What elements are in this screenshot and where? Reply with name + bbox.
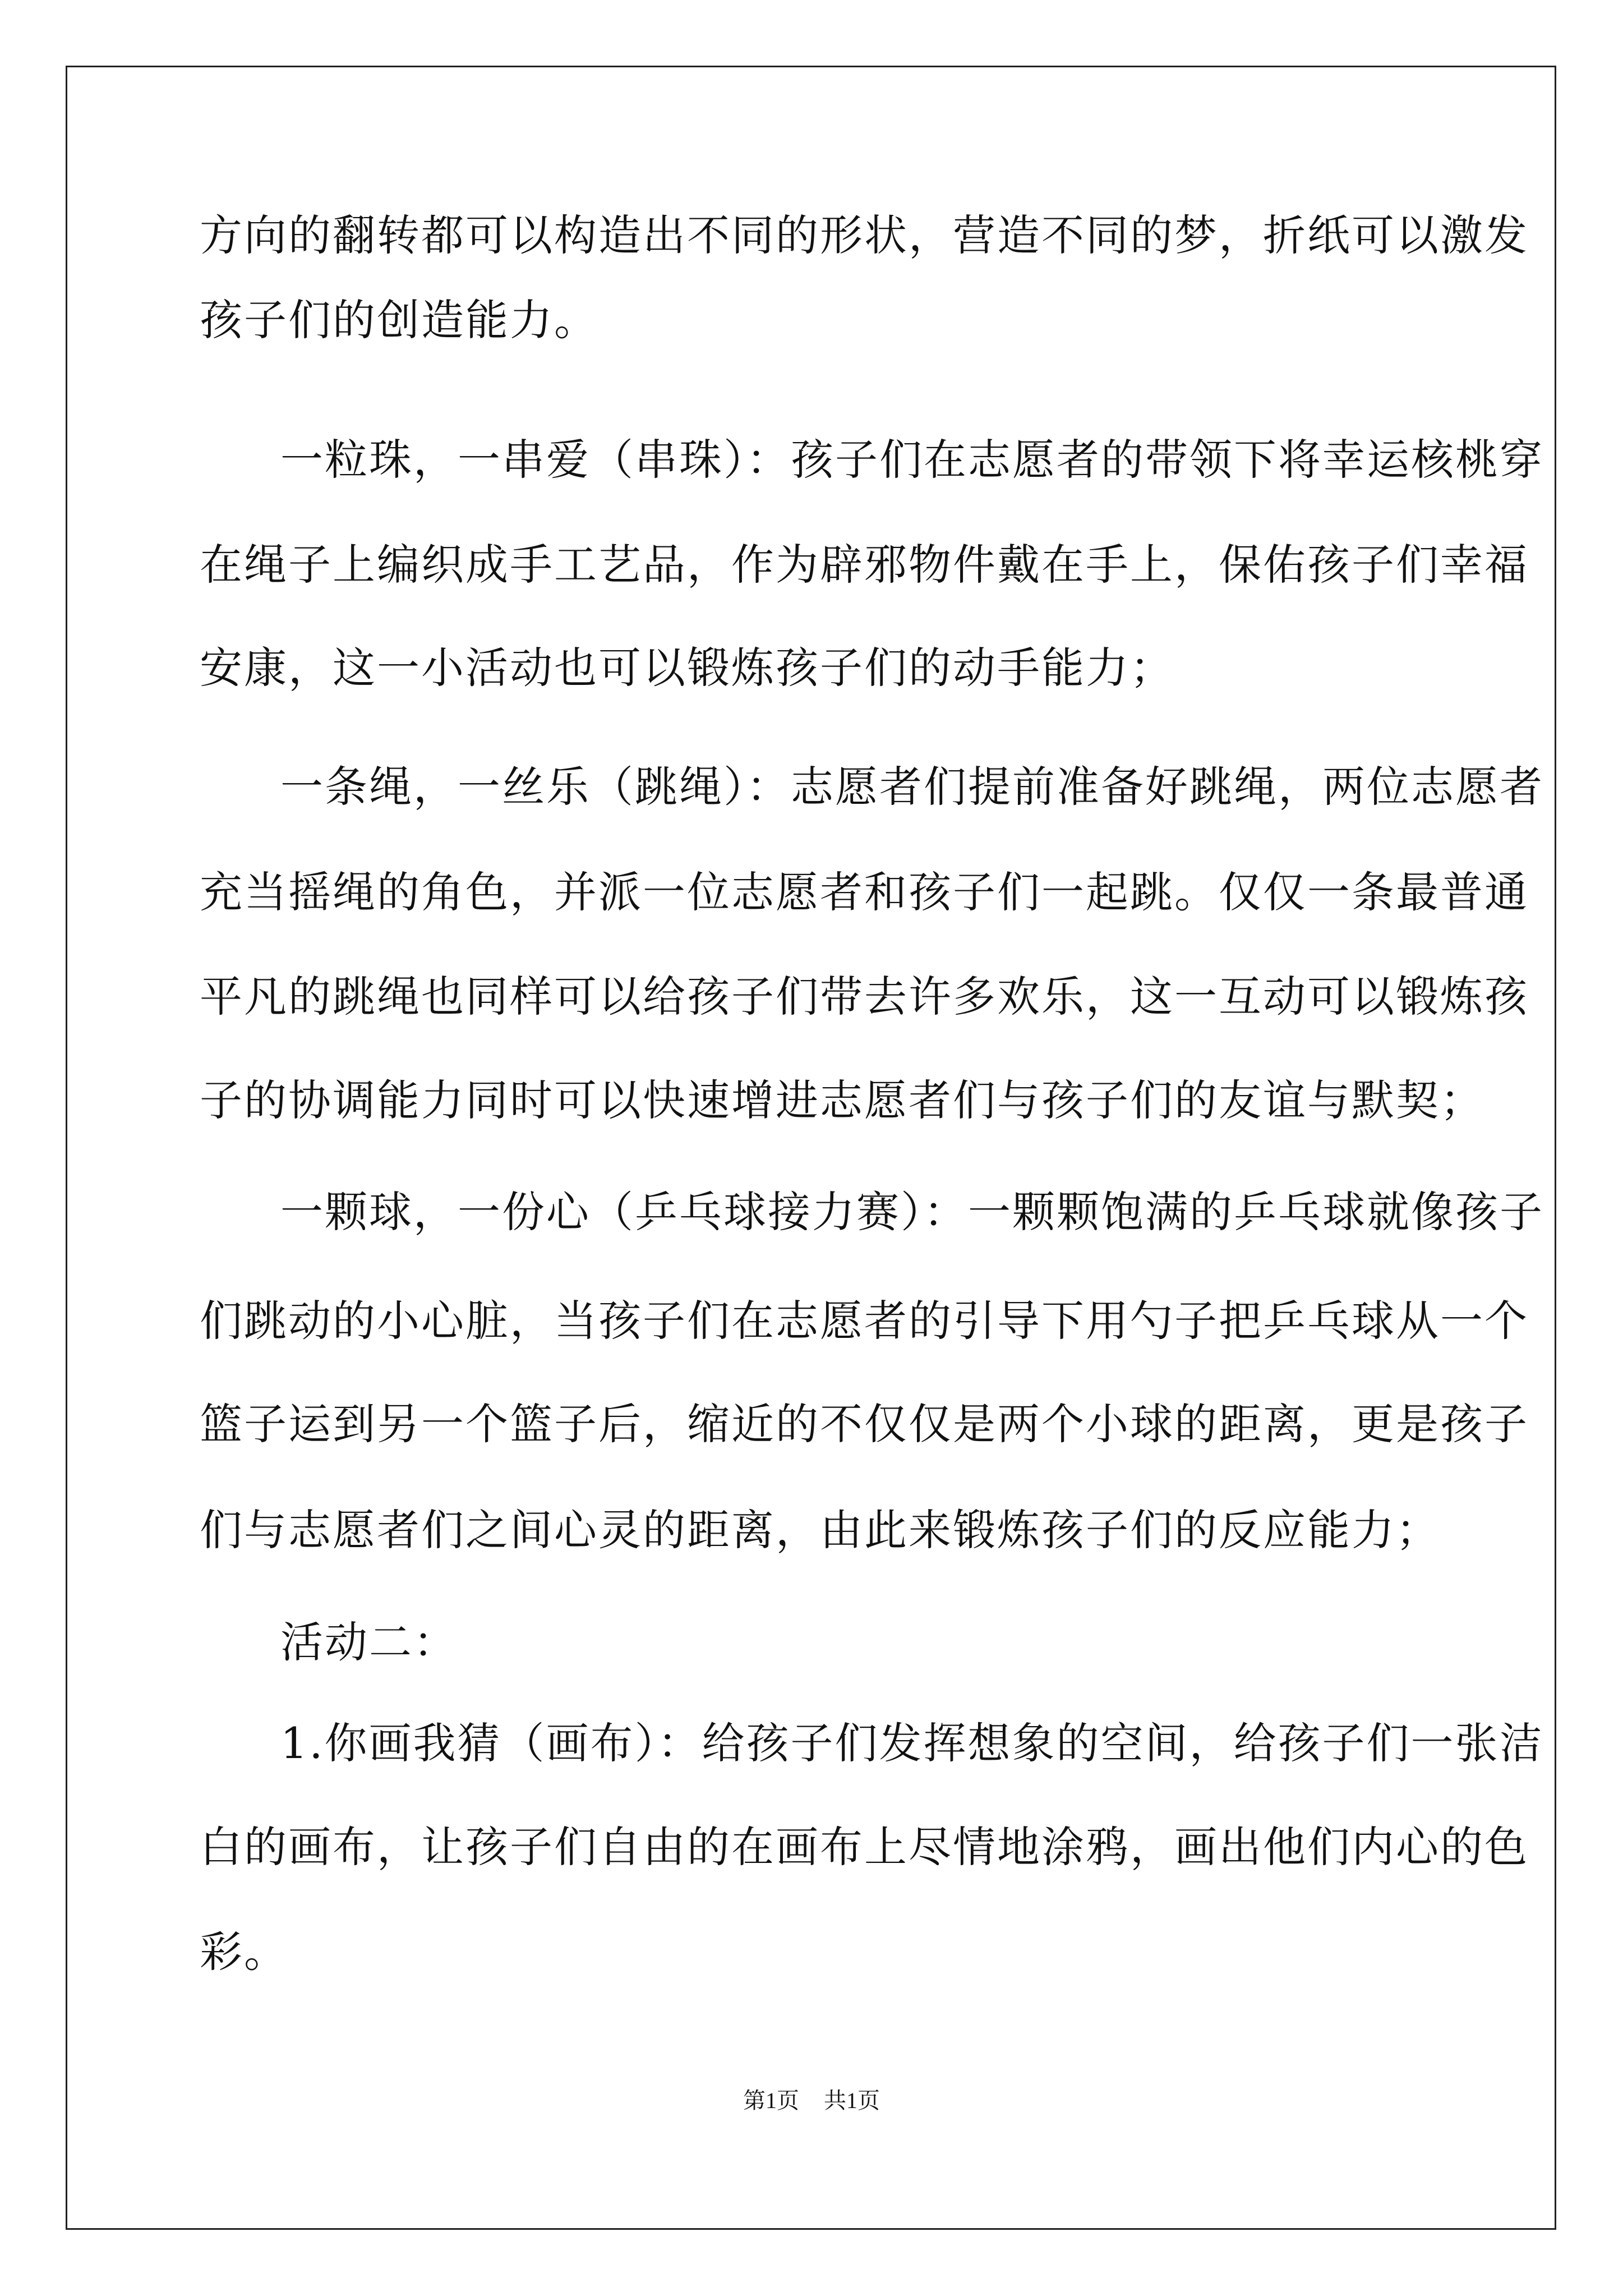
text-line: 孩子们的创造能力。 [200, 295, 598, 345]
paragraph-start-line: 一颗球，一份心（乒乓球接力赛）：一颗颗饱满的乒乓球就像孩子 [280, 1187, 1544, 1237]
section-heading: 活动二： [280, 1617, 458, 1667]
page-number-label: 第1页 [743, 2088, 799, 2113]
paragraph-start-line: 1.你画我猜（画布）：给孩子们发挥想象的空间，给孩子们一张洁 [280, 1718, 1544, 1768]
text-line: 安康，这一小活动也可以锻炼孩子们的动手能力； [200, 643, 1174, 693]
text-line: 子的协调能力同时可以快速增进志愿者们与孩子们的友谊与默契； [200, 1075, 1484, 1125]
text-line: 平凡的跳绳也同样可以给孩子们带去许多欢乐，这一互动可以锻炼孩 [200, 972, 1529, 1022]
paragraph-start-line: 一条绳，一丝乐（跳绳）：志愿者们提前准备好跳绳，两位志愿者 [280, 762, 1544, 812]
text-line: 们与志愿者们之间心灵的距离，由此来锻炼孩子们的反应能力； [200, 1505, 1440, 1555]
page-frame [66, 66, 1556, 2230]
text-line: 彩。 [200, 1927, 288, 1977]
text-line: 方向的翻转都可以构造出不同的形状，营造不同的梦，折纸可以激发 [200, 210, 1529, 260]
text-line: 们跳动的小心脏，当孩子们在志愿者的引导下用勺子把乒乓球从一个 [200, 1296, 1529, 1346]
page-total-label: 共1页 [824, 2088, 880, 2113]
text-line: 白的画布，让孩子们自由的在画布上尽情地涂鸦，画出他们内心的色 [200, 1822, 1529, 1872]
text-line: 充当摇绳的角色，并派一位志愿者和孩子们一起跳。仅仅一条最普通 [200, 867, 1529, 917]
text-line: 篮子运到另一个篮子后，缩近的不仅仅是两个小球的距离，更是孩子 [200, 1399, 1529, 1449]
page-footer [0, 2084, 1623, 2118]
paragraph-start-line: 一粒珠，一串爱（串珠）：孩子们在志愿者的带领下将幸运核桃穿 [280, 435, 1544, 485]
text-line: 在绳子上编织成手工艺品，作为辟邪物件戴在手上，保佑孩子们幸福 [200, 540, 1529, 590]
